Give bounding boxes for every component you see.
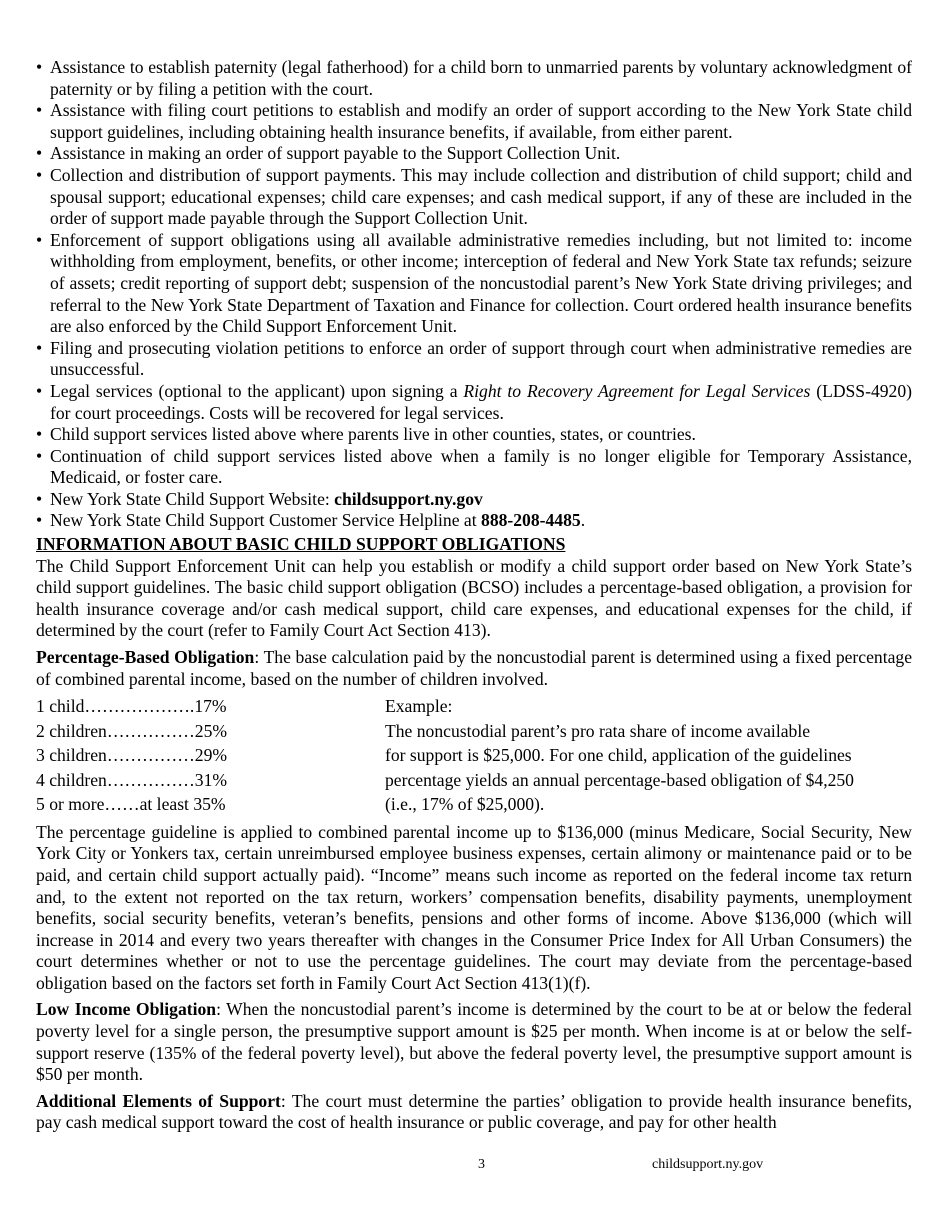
example-cell: The noncustodial parent’s pro rata share of income available xyxy=(385,720,811,741)
list-item xyxy=(36,57,912,100)
services-list xyxy=(36,57,912,532)
example-cell: (i.e., 17% of $25,000). xyxy=(385,794,545,815)
list-item-text: Continuation of child support services listed above when a family is no longer eligible for Temporary Assistance, Medicaid, or foster care. xyxy=(50,445,912,488)
list-item xyxy=(36,230,912,338)
list-item xyxy=(36,100,912,143)
list-item xyxy=(36,143,912,165)
low-income-text: : When the noncustodial parent’s income is determined by the court to be at or below the federal poverty level for a single person, the presumptive support amount is $25 per month. When income is at or below the self-support reserve (135% of the federal poverty level), but above the federal poverty level, the presumptive support amount is $50 per month. xyxy=(36,999,912,1085)
list-item-text: Legal services (optional to the applicant) upon signing a xyxy=(50,380,464,401)
list-item-text: (LDSS-4920) for court proceedings. Costs will be recovered for legal services. xyxy=(50,380,913,423)
list-item xyxy=(36,165,912,230)
rate-cell: 1 child……………….17% xyxy=(36,696,227,717)
rates-table xyxy=(36,694,912,817)
bullet-icon: • xyxy=(36,510,43,531)
list-item-text: . xyxy=(580,510,586,531)
bullet-icon: • xyxy=(36,143,43,164)
guideline-paragraph: The percentage guideline is applied to combined parental income up to $136,000 (minus Medicare, Social Security, New York City or Yonkers tax, certain unreimbursed employee business expenses, certain alimony or maintenance paid or to be paid, and certain child support actually paid). “Income” means such income as reported on the federal income tax return and, to the extent not reported on the tax return, workers’ compensation benefits, disability payments, unemployment benefits, social security benefits, veteran’s benefits, pensions and other forms of income. Above $136,000 (which will increase in 2014 and every two years thereafter with changes in the Consumer Price Index for All Urban Consumers) the court determines whether or not to use the percentage guidelines. The court may deviate from the percentage-based obligation based on the factors set forth in Family Court Act Section 413(1)(f). xyxy=(36,821,912,993)
bullet-icon: • xyxy=(36,380,43,401)
example-cell: for support is $25,000. For one child, application of the guidelines xyxy=(385,745,852,766)
percentage-text: : The base calculation paid by the noncustodial parent is determined using a fixed percentage of combined parental income, based on the number of children involved. xyxy=(36,647,913,689)
list-item xyxy=(36,381,912,424)
bullet-icon: • xyxy=(36,229,43,250)
list-item xyxy=(36,446,912,489)
section-heading: INFORMATION ABOUT BASIC CHILD SUPPORT OBLIGATIONS xyxy=(36,534,566,555)
rate-cell: 3 children……………29% xyxy=(36,745,228,766)
additional-text: : The court must determine the parties’ obligation to provide health insurance benefits, pay cash medical support toward the cost of health insurance or public coverage, and pay for other health xyxy=(36,1090,912,1133)
list-item-text: New York State Child Support Customer Service Helpline at xyxy=(50,510,482,531)
footer-website: childsupport.ny.gov xyxy=(652,1157,764,1172)
list-item xyxy=(36,424,912,446)
list-item-text: New York State Child Support Website: xyxy=(50,488,335,509)
list-item-text: Filing and prosecuting violation petitions to enforce an order of support through court when administrative remedies are unsuccessful. xyxy=(50,337,912,380)
website-link[interactable]: childsupport.ny.gov xyxy=(334,488,483,509)
list-item-text: Enforcement of support obligations using all available administrative remedies including, but not limited to: income withholding from employment, benefits, or other income; interception of federal and New York State tax refunds; seizure of assets; credit reporting of support debt; suspension of the noncustodial parent’s New York State driving privileges; and referral to the New York State Department of Taxation and Finance for collection. Court ordered health insurance benefits are also enforced by the Child Support Enforcement Unit. xyxy=(50,229,912,337)
bullet-icon: • xyxy=(36,424,43,445)
additional-label: Additional Elements of Support xyxy=(36,1090,281,1111)
rate-cell: 4 children……………31% xyxy=(36,769,228,790)
page-number: 3 xyxy=(478,1157,485,1172)
list-item-text: Assistance with filing court petitions to establish and modify an order of support according to the New York State child support guidelines, including obtaining health insurance benefits, if available, from either parent. xyxy=(50,100,912,142)
bullet-icon: • xyxy=(36,164,43,185)
rate-cell: 5 or more……at least 35% xyxy=(36,794,226,815)
rate-cell: 2 children……………25% xyxy=(36,720,228,741)
list-item-text: Collection and distribution of support payments. This may include collection and distribution of child support; child and spousal support; educational expenses; child care expenses; and cash medical support, if any of these are included in the order of support made payable through the Support Collection Unit. xyxy=(50,164,912,229)
list-item-text: Assistance to establish paternity (legal fatherhood) for a child born to unmarried parents by voluntary acknowledgment of paternity or by filing a petition with the court. xyxy=(50,57,912,99)
helpline-number: 888-208-4485 xyxy=(481,510,581,531)
list-item xyxy=(36,489,912,511)
agreement-title: Right to Recovery Agreement for Legal Services xyxy=(463,380,811,401)
low-income-label: Low Income Obligation xyxy=(36,999,217,1020)
bullet-icon: • xyxy=(36,57,43,77)
intro-paragraph: The Child Support Enforcement Unit can help you establish or modify a child support order based on New York State’s child support guidelines. The basic child support obligation (BCSO) includes a percentage-based obligation, a provision for health insurance coverage and/or cash medical support, child care expenses, and educational expenses for the child, if determined by the court (refer to Family Court Act Section 413). xyxy=(36,555,912,641)
bullet-icon: • xyxy=(36,445,43,466)
percentage-label: Percentage-Based Obligation xyxy=(36,647,255,668)
example-cell: percentage yields an annual percentage-based obligation of $4,250 xyxy=(385,769,854,790)
list-item-text: Assistance in making an order of support payable to the Support Collection Unit. xyxy=(50,143,621,164)
bullet-icon: • xyxy=(36,337,43,358)
page-content xyxy=(36,57,912,1134)
low-income-paragraph xyxy=(36,999,912,1085)
list-item xyxy=(36,338,912,381)
example-cell: Example: xyxy=(385,696,453,717)
percentage-paragraph xyxy=(36,647,912,690)
bullet-icon: • xyxy=(36,100,43,121)
additional-paragraph xyxy=(36,1091,912,1134)
list-item-text: Child support services listed above where parents live in other counties, states, or countries. xyxy=(50,424,696,445)
bullet-icon: • xyxy=(36,488,43,509)
list-item xyxy=(36,510,912,532)
